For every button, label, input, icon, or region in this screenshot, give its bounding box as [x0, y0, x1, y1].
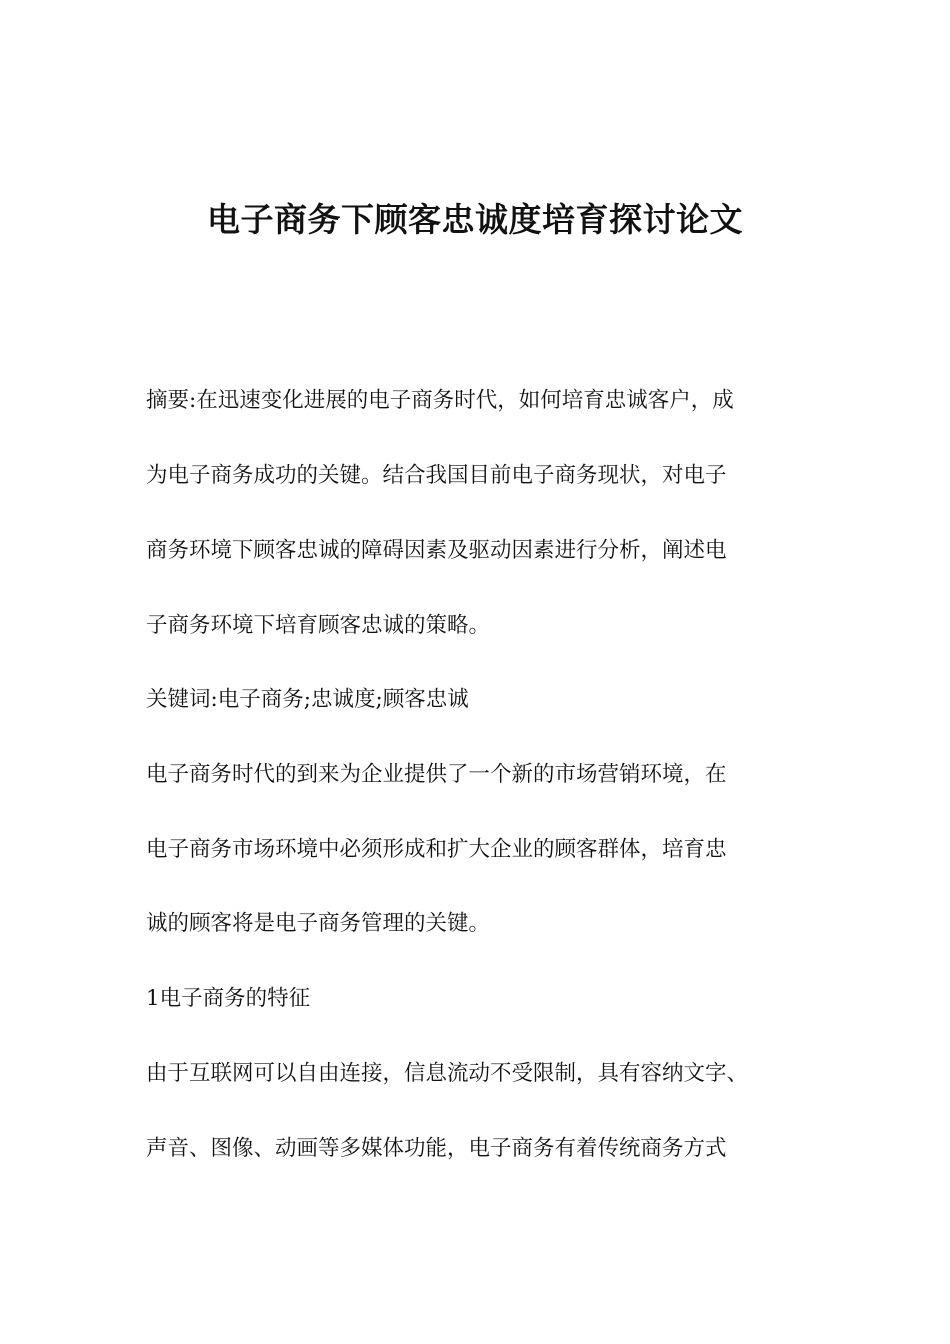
keywords-line: 关键词:电子商务;忠诚度;顾客忠诚	[146, 687, 469, 712]
abstract-line-2: 为电子商务成功的关键。结合我国目前电子商务现状，对电子	[146, 463, 727, 488]
intro-line-3: 诚的顾客将是电子商务管理的关键。	[146, 911, 491, 936]
abstract-line-3: 商务环境下顾客忠诚的障碍因素及驱动因素进行分析，阐述电	[146, 538, 727, 563]
section-heading: 1电子商务的特征	[146, 986, 311, 1011]
abstract-line-1: 摘要:在迅速变化进展的电子商务时代，如何培育忠诚客户，成	[146, 388, 734, 413]
document-title: 电子商务下顾客忠诚度培育探讨论文	[207, 200, 743, 239]
abstract-line-4: 子商务环境下培育顾客忠诚的策略。	[146, 613, 491, 638]
intro-line-1: 电子商务时代的到来为企业提供了一个新的市场营销环境，在	[146, 762, 727, 787]
body-line-2: 声音、图像、动画等多媒体功能，电子商务有着传统商务方式	[146, 1136, 727, 1161]
body-line-1: 由于互联网可以自由连接，信息流动不受限制，具有容纳文字、	[146, 1061, 749, 1086]
intro-line-2: 电子商务市场环境中必须形成和扩大企业的顾客群体，培育忠	[146, 837, 727, 862]
